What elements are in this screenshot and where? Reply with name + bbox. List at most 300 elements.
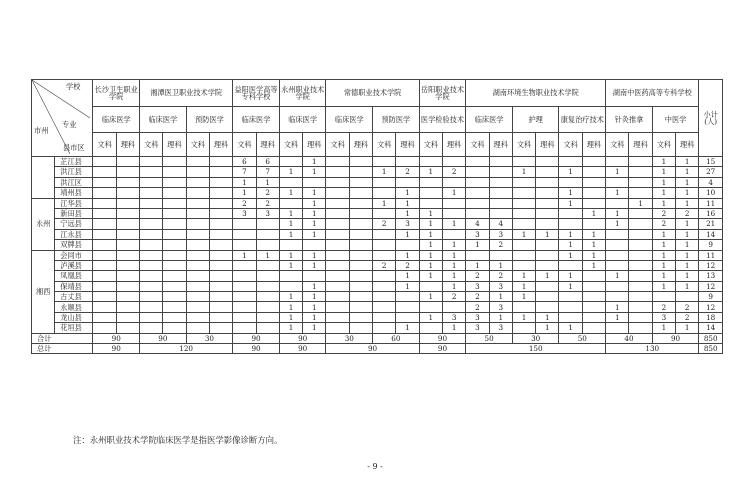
value-cell [326, 271, 349, 281]
value-cell [676, 292, 699, 302]
value-cell: 1 [559, 271, 582, 281]
value-cell: 1 [303, 260, 326, 270]
value-cell [629, 188, 652, 198]
value-cell: 1 [419, 271, 442, 281]
summary-value: 120 [140, 344, 233, 354]
value-cell [93, 281, 116, 291]
value-cell [116, 250, 139, 260]
value-cell [186, 260, 209, 270]
value-cell: 1 [582, 250, 605, 260]
value-cell [629, 281, 652, 291]
value-cell [256, 229, 279, 239]
value-cell [256, 323, 279, 333]
value-cell [349, 292, 372, 302]
value-cell [606, 240, 629, 250]
major-header: 针灸推拿 [606, 107, 653, 133]
value-cell: 3 [466, 312, 489, 322]
value-cell [419, 157, 442, 167]
value-cell [93, 177, 116, 187]
value-cell [163, 292, 186, 302]
value-cell [279, 281, 302, 291]
value-cell [606, 292, 629, 302]
value-cell [326, 167, 349, 177]
value-cell: 1 [559, 188, 582, 198]
value-cell [373, 177, 396, 187]
value-cell [163, 177, 186, 187]
value-cell [582, 281, 605, 291]
value-cell [349, 157, 372, 167]
value-cell: 2 [652, 208, 675, 218]
row-total-cell: 11 [699, 250, 723, 260]
value-cell [559, 219, 582, 229]
value-cell [349, 229, 372, 239]
value-cell: 1 [536, 271, 559, 281]
subject-li-header: 理科 [256, 133, 279, 157]
value-cell: 1 [629, 198, 652, 208]
major-header: 中医学 [652, 107, 699, 133]
value-cell: 1 [676, 240, 699, 250]
value-cell [396, 292, 419, 302]
subject-wen-header: 文科 [419, 133, 442, 157]
value-cell [582, 323, 605, 333]
summary-value: 50 [466, 333, 513, 343]
value-cell: 1 [676, 323, 699, 333]
value-cell [396, 177, 419, 187]
value-cell [512, 188, 535, 198]
value-cell [186, 188, 209, 198]
summary-value: 90 [419, 333, 466, 343]
value-cell: 1 [512, 292, 535, 302]
value-cell [209, 250, 232, 260]
value-cell: 1 [279, 323, 302, 333]
value-cell: 2 [442, 167, 465, 177]
value-cell [93, 157, 116, 167]
value-cell [140, 240, 163, 250]
value-cell [536, 292, 559, 302]
row-total-cell: 12 [699, 281, 723, 291]
value-cell [140, 271, 163, 281]
value-cell [489, 188, 512, 198]
value-cell: 1 [279, 260, 302, 270]
value-cell [93, 188, 116, 198]
major-header: 康复治疗技术 [559, 107, 606, 133]
value-cell: 1 [512, 271, 535, 281]
value-cell: 1 [373, 198, 396, 208]
value-cell [303, 271, 326, 281]
value-cell [326, 188, 349, 198]
summary-label: 总计 [32, 344, 93, 354]
value-cell: 2 [676, 208, 699, 218]
value-cell [256, 312, 279, 322]
value-cell: 2 [652, 302, 675, 312]
value-cell [629, 208, 652, 218]
major-header: 预防医学 [373, 107, 420, 133]
value-cell [373, 271, 396, 281]
value-cell [163, 188, 186, 198]
value-cell [582, 188, 605, 198]
value-cell [140, 250, 163, 260]
value-cell [186, 177, 209, 187]
value-cell: 1 [233, 177, 256, 187]
value-cell: 6 [256, 157, 279, 167]
value-cell: 1 [676, 229, 699, 239]
county-cell: 洪江县 [55, 167, 93, 177]
value-cell [373, 302, 396, 312]
value-cell: 1 [279, 292, 302, 302]
value-cell [186, 219, 209, 229]
value-cell [419, 198, 442, 208]
value-cell [606, 250, 629, 260]
value-cell [93, 260, 116, 270]
city-cell [32, 157, 55, 199]
value-cell: 3 [489, 229, 512, 239]
value-cell [209, 281, 232, 291]
value-cell [349, 312, 372, 322]
value-cell [209, 177, 232, 187]
value-cell: 1 [512, 281, 535, 291]
subject-wen-header: 文科 [466, 133, 489, 157]
table-row [32, 312, 723, 322]
summary-value: 30 [186, 333, 233, 343]
value-cell: 1 [279, 302, 302, 312]
subject-li-header: 理科 [536, 133, 559, 157]
value-cell: 1 [303, 323, 326, 333]
subject-li-header: 理科 [442, 133, 465, 157]
value-cell [163, 312, 186, 322]
value-cell [163, 198, 186, 208]
value-cell [326, 240, 349, 250]
table-row [32, 219, 723, 229]
value-cell [186, 198, 209, 208]
value-cell: 1 [442, 219, 465, 229]
value-cell: 1 [652, 240, 675, 250]
table-row [32, 240, 723, 250]
value-cell: 1 [676, 271, 699, 281]
value-cell [373, 250, 396, 260]
value-cell [116, 260, 139, 270]
value-cell: 1 [559, 167, 582, 177]
value-cell [349, 323, 372, 333]
value-cell [489, 157, 512, 167]
value-cell [349, 271, 372, 281]
value-cell [116, 167, 139, 177]
summary-value: 90 [652, 333, 699, 343]
value-cell: 1 [582, 229, 605, 239]
value-cell [186, 208, 209, 218]
value-cell: 1 [279, 250, 302, 260]
value-cell [536, 302, 559, 312]
subject-li-header: 理科 [629, 133, 652, 157]
value-cell: 1 [676, 250, 699, 260]
value-cell [629, 292, 652, 302]
value-cell [559, 292, 582, 302]
value-cell [116, 219, 139, 229]
value-cell: 1 [652, 323, 675, 333]
county-cell: 靖州县 [55, 188, 93, 198]
value-cell: 1 [279, 219, 302, 229]
value-cell: 7 [233, 167, 256, 177]
value-cell [629, 260, 652, 270]
summary-value: 30 [326, 333, 373, 343]
table-row [32, 292, 723, 302]
row-total-cell: 27 [699, 167, 723, 177]
value-cell [512, 219, 535, 229]
value-cell: 1 [303, 208, 326, 218]
value-cell [116, 302, 139, 312]
value-cell [512, 260, 535, 270]
value-cell: 3 [442, 312, 465, 322]
value-cell: 1 [582, 260, 605, 270]
enrollment-plan-table [31, 79, 723, 354]
value-cell [396, 240, 419, 250]
value-cell [326, 260, 349, 270]
value-cell [140, 260, 163, 270]
value-cell [582, 219, 605, 229]
value-cell [629, 240, 652, 250]
value-cell [233, 229, 256, 239]
subject-li-header: 理科 [349, 133, 372, 157]
value-cell: 1 [279, 229, 302, 239]
value-cell [489, 208, 512, 218]
value-cell [163, 323, 186, 333]
value-cell: 1 [419, 312, 442, 322]
value-cell [326, 312, 349, 322]
value-cell [116, 312, 139, 322]
value-cell [629, 302, 652, 312]
row-total-cell: 12 [699, 260, 723, 270]
value-cell: 1 [606, 188, 629, 198]
value-cell [466, 157, 489, 167]
value-cell [116, 323, 139, 333]
value-cell [209, 323, 232, 333]
table-row [32, 229, 723, 239]
value-cell [582, 271, 605, 281]
value-cell [140, 188, 163, 198]
county-cell: 双牌县 [55, 240, 93, 250]
value-cell [93, 250, 116, 260]
value-cell [326, 198, 349, 208]
value-cell [140, 292, 163, 302]
value-cell [419, 302, 442, 312]
value-cell [326, 157, 349, 167]
subject-wen-header: 文科 [93, 133, 116, 157]
table-row [32, 208, 723, 218]
value-cell: 1 [419, 260, 442, 270]
subject-wen-header: 文科 [186, 133, 209, 157]
value-cell: 1 [489, 312, 512, 322]
value-cell: 1 [233, 188, 256, 198]
value-cell [373, 312, 396, 322]
subject-li-header: 理科 [396, 133, 419, 157]
value-cell [163, 240, 186, 250]
value-cell: 1 [373, 167, 396, 177]
school-header: 湘潭医卫职业技术学院 [140, 80, 233, 107]
value-cell [396, 302, 419, 312]
subject-li-header: 理科 [303, 133, 326, 157]
row-total-cell: 16 [699, 208, 723, 218]
value-cell: 1 [606, 271, 629, 281]
value-cell [606, 281, 629, 291]
value-cell [93, 219, 116, 229]
value-cell [629, 323, 652, 333]
value-cell [116, 229, 139, 239]
zongji-row [32, 344, 723, 354]
value-cell [536, 260, 559, 270]
value-cell [233, 271, 256, 281]
value-cell: 1 [676, 188, 699, 198]
value-cell: 1 [303, 250, 326, 260]
major-header: 医学检验技术 [419, 107, 466, 133]
value-cell [186, 229, 209, 239]
value-cell: 1 [396, 208, 419, 218]
value-cell [256, 302, 279, 312]
value-cell [326, 302, 349, 312]
table-row [32, 302, 723, 312]
value-cell [209, 312, 232, 322]
value-cell [396, 157, 419, 167]
value-cell: 7 [256, 167, 279, 177]
value-cell [629, 271, 652, 281]
subject-li-header: 理科 [676, 133, 699, 157]
value-cell: 1 [652, 167, 675, 177]
value-cell [349, 188, 372, 198]
value-cell [489, 177, 512, 187]
value-cell [629, 219, 652, 229]
value-cell [536, 281, 559, 291]
value-cell: 1 [652, 250, 675, 260]
value-cell [652, 292, 675, 302]
value-cell [512, 177, 535, 187]
value-cell [536, 188, 559, 198]
value-cell [536, 240, 559, 250]
county-cell: 凤凰县 [55, 271, 93, 281]
value-cell [233, 302, 256, 312]
major-header: 临床医学 [233, 107, 280, 133]
value-cell: 1 [676, 281, 699, 291]
value-cell: 3 [489, 281, 512, 291]
row-total-cell: 12 [699, 302, 723, 312]
table-row [32, 281, 723, 291]
value-cell [629, 167, 652, 177]
subject-wen-header: 文科 [559, 133, 582, 157]
value-cell [209, 188, 232, 198]
city-cell: 湘西 [32, 250, 55, 333]
value-cell [116, 240, 139, 250]
value-cell [209, 292, 232, 302]
value-cell [582, 177, 605, 187]
value-cell [512, 250, 535, 260]
table-row [32, 260, 723, 270]
value-cell [209, 157, 232, 167]
value-cell [93, 271, 116, 281]
value-cell [326, 177, 349, 187]
school-header: 湖南中医药高等专科学校 [606, 80, 699, 107]
value-cell: 1 [303, 302, 326, 312]
value-cell [512, 302, 535, 312]
value-cell [349, 219, 372, 229]
subject-wen-header: 文科 [512, 133, 535, 157]
value-cell [536, 208, 559, 218]
value-cell: 2 [396, 260, 419, 270]
value-cell [606, 157, 629, 167]
value-cell [186, 157, 209, 167]
value-cell [466, 167, 489, 177]
heji-row [32, 333, 723, 343]
row-total-cell: 4 [699, 177, 723, 187]
value-cell [163, 260, 186, 270]
value-cell [512, 198, 535, 208]
value-cell [349, 240, 372, 250]
value-cell: 1 [396, 271, 419, 281]
value-cell [442, 302, 465, 312]
value-cell: 1 [303, 157, 326, 167]
summary-value: 50 [559, 333, 606, 343]
value-cell [279, 271, 302, 281]
value-cell [349, 281, 372, 291]
value-cell [163, 208, 186, 218]
value-cell: 1 [279, 167, 302, 177]
corner-county-label: 县市区 [63, 143, 85, 152]
value-cell: 1 [652, 271, 675, 281]
value-cell: 1 [606, 219, 629, 229]
value-cell [140, 281, 163, 291]
table-row [32, 167, 723, 177]
value-cell [349, 260, 372, 270]
value-cell [163, 219, 186, 229]
value-cell [116, 208, 139, 218]
summary-value: 60 [373, 333, 420, 343]
value-cell [93, 240, 116, 250]
value-cell: 1 [466, 240, 489, 250]
value-cell [279, 177, 302, 187]
value-cell [466, 250, 489, 260]
value-cell: 1 [396, 281, 419, 291]
county-cell: 江华县 [55, 198, 93, 208]
value-cell [186, 250, 209, 260]
value-cell: 2 [256, 188, 279, 198]
value-cell: 1 [536, 323, 559, 333]
value-cell [349, 302, 372, 312]
county-cell: 江永县 [55, 229, 93, 239]
value-cell: 1 [303, 167, 326, 177]
value-cell [606, 229, 629, 239]
summary-value: 130 [606, 344, 699, 354]
value-cell [373, 229, 396, 239]
school-header: 长沙卫生职业学院 [93, 80, 140, 107]
value-cell [349, 198, 372, 208]
value-cell [466, 208, 489, 218]
value-cell: 1 [559, 198, 582, 208]
value-cell: 1 [419, 292, 442, 302]
value-cell [233, 281, 256, 291]
value-cell [349, 250, 372, 260]
value-cell: 1 [396, 250, 419, 260]
value-cell: 2 [373, 219, 396, 229]
value-cell: 3 [652, 312, 675, 322]
value-cell [512, 157, 535, 167]
value-cell [326, 219, 349, 229]
value-cell: 1 [512, 167, 535, 177]
value-cell [163, 302, 186, 312]
value-cell: 1 [536, 312, 559, 322]
value-cell [186, 323, 209, 333]
value-cell [606, 177, 629, 187]
value-cell: 1 [396, 229, 419, 239]
value-cell [163, 271, 186, 281]
value-cell: 3 [256, 208, 279, 218]
summary-value: 90 [419, 344, 466, 354]
subject-li-header: 理科 [489, 133, 512, 157]
